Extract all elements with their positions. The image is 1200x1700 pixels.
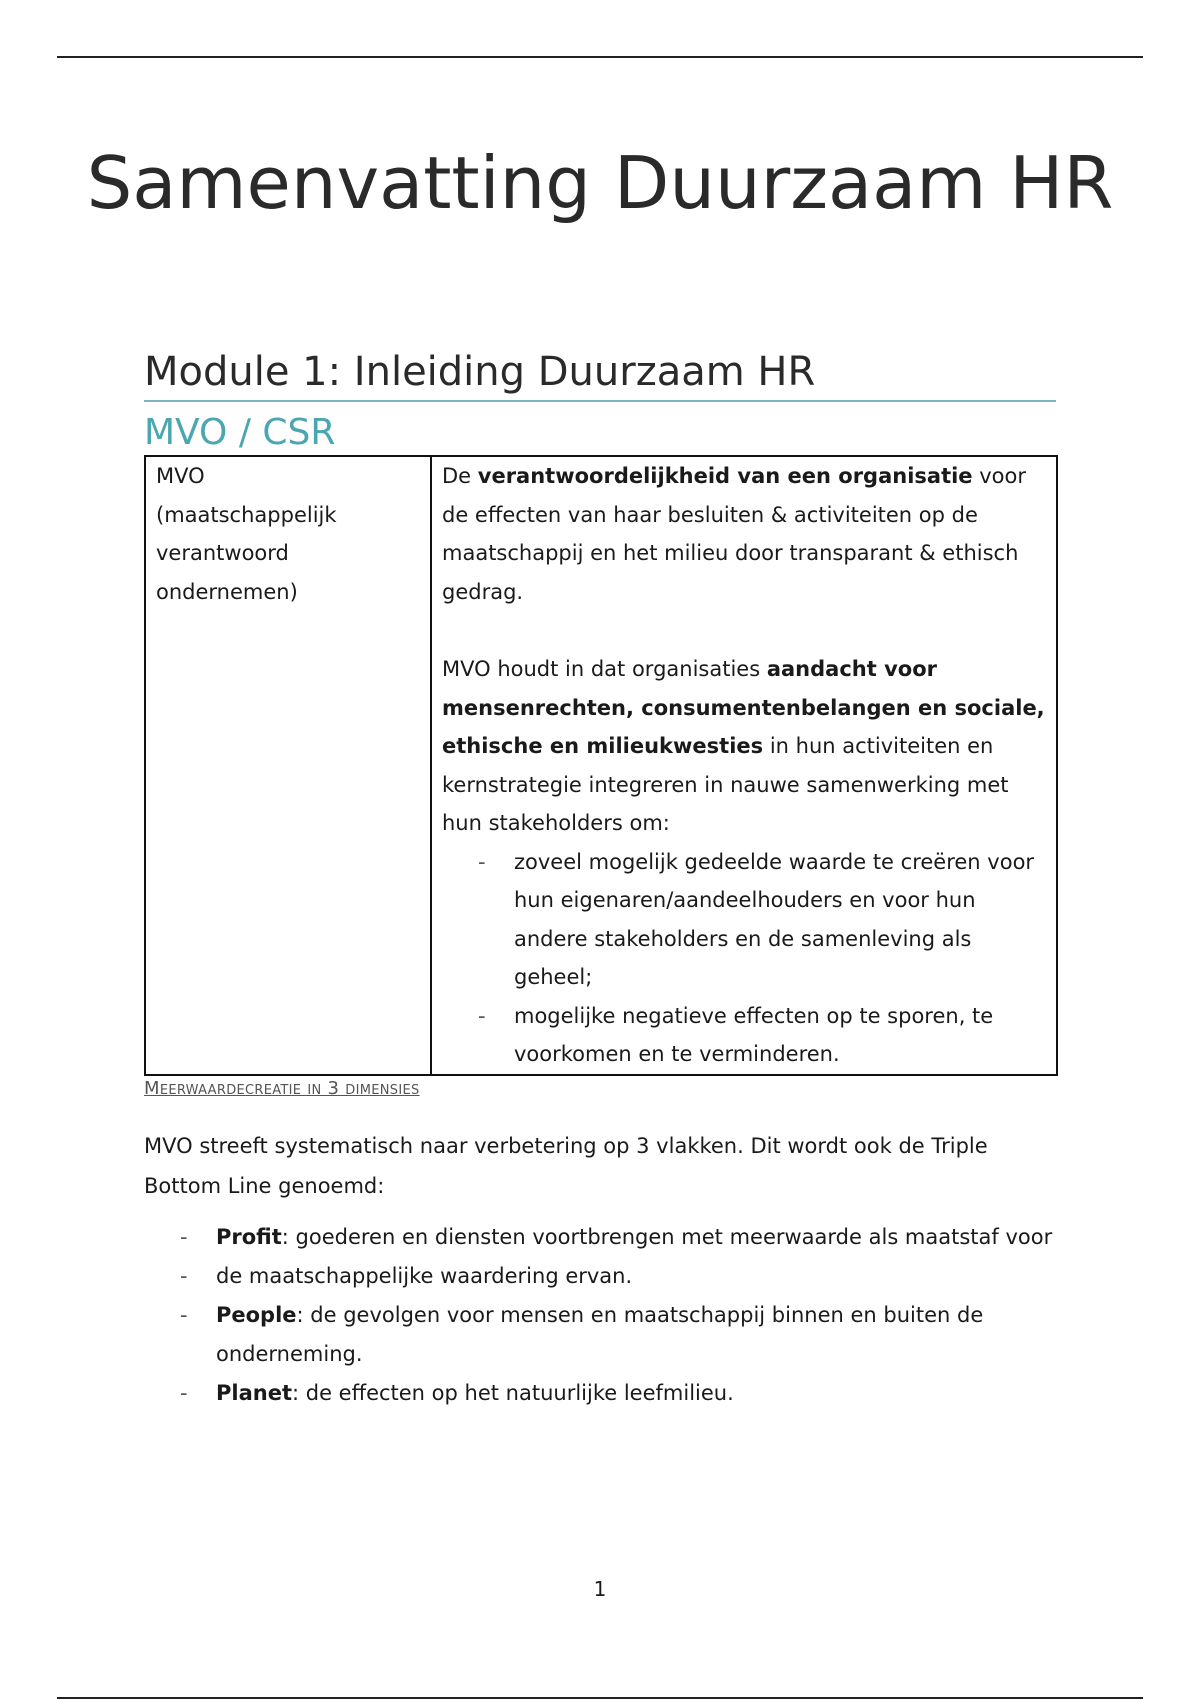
bold-term: Profit xyxy=(216,1225,282,1249)
page-number: 1 xyxy=(593,1577,607,1601)
module-heading: Module 1: Inleiding Duurzaam HR xyxy=(144,348,1056,402)
term-line: ondernemen) xyxy=(156,579,298,604)
goal-list xyxy=(442,843,1046,1074)
list-item: - de maatschappelijke waardering ervan. xyxy=(216,1257,1128,1296)
spacer xyxy=(442,611,1046,650)
bottom-rule xyxy=(57,1697,1143,1699)
bold-phrase: verantwoordelijkheid van een organisatie xyxy=(477,464,973,488)
definition-paragraph: De verantwoordelijkheid van een organisatie voor de effecten van haar besluiten & activiteiten op de maatschappij en het milieu door transparant & ethisch gedrag. xyxy=(442,464,1026,604)
intro-paragraph: MVO streeft systematisch naar verbetering op 3 vlakken. Dit wordt ook de Triple Bottom Line genoemd: xyxy=(144,1134,988,1198)
table-row xyxy=(145,456,1057,1075)
list-item: - zoveel mogelijk gedeelde waarde te creëren voor hun eigenaren/aandeelhouders en voor hun andere stakeholders en de samenleving als geheel; xyxy=(514,843,1046,997)
list-item: - Profit: goederen en diensten voortbrengen met meerwaarde als maatstaf voor xyxy=(216,1218,1128,1257)
list-item: - People: de gevolgen voor mensen en maatschappij binnen en buiten de onderneming. xyxy=(216,1296,1128,1374)
explanation-paragraph: MVO houdt in dat organisaties aandacht voor mensenrechten, consumentenbelangen en sociale, ethische en milieukwesties in hun activiteiten en kernstrategie integreren in nauwe samenwerking met hun stakeholders om: xyxy=(442,657,1045,835)
bold-phrase: aandacht voor mensenrechten, consumentenbelangen en sociale, ethische en milieukwesties xyxy=(442,657,1045,758)
list-item: - mogelijke negatieve effecten op te sporen, te voorkomen en te verminderen. xyxy=(514,997,1046,1074)
subheading: Meerwaardecreatie in 3 dimensies xyxy=(144,1078,420,1099)
list-item: - Planet: de effecten op het natuurlijke leefmilieu. xyxy=(216,1374,1128,1413)
term-line: verantwoord xyxy=(156,541,289,565)
top-rule xyxy=(57,56,1143,58)
bold-term: People xyxy=(216,1303,297,1327)
triple-bottom-line-list xyxy=(144,1218,1128,1413)
definition-cell xyxy=(431,456,1057,1075)
term-line: MVO xyxy=(156,464,205,488)
bold-term: Planet xyxy=(216,1381,292,1405)
section-heading: MVO / CSR xyxy=(144,412,336,453)
definition-table xyxy=(144,455,1058,1076)
page-title: Samenvatting Duurzaam HR xyxy=(86,141,1114,225)
term-line: (maatschappelijk xyxy=(156,502,337,527)
term-cell xyxy=(145,456,431,1075)
